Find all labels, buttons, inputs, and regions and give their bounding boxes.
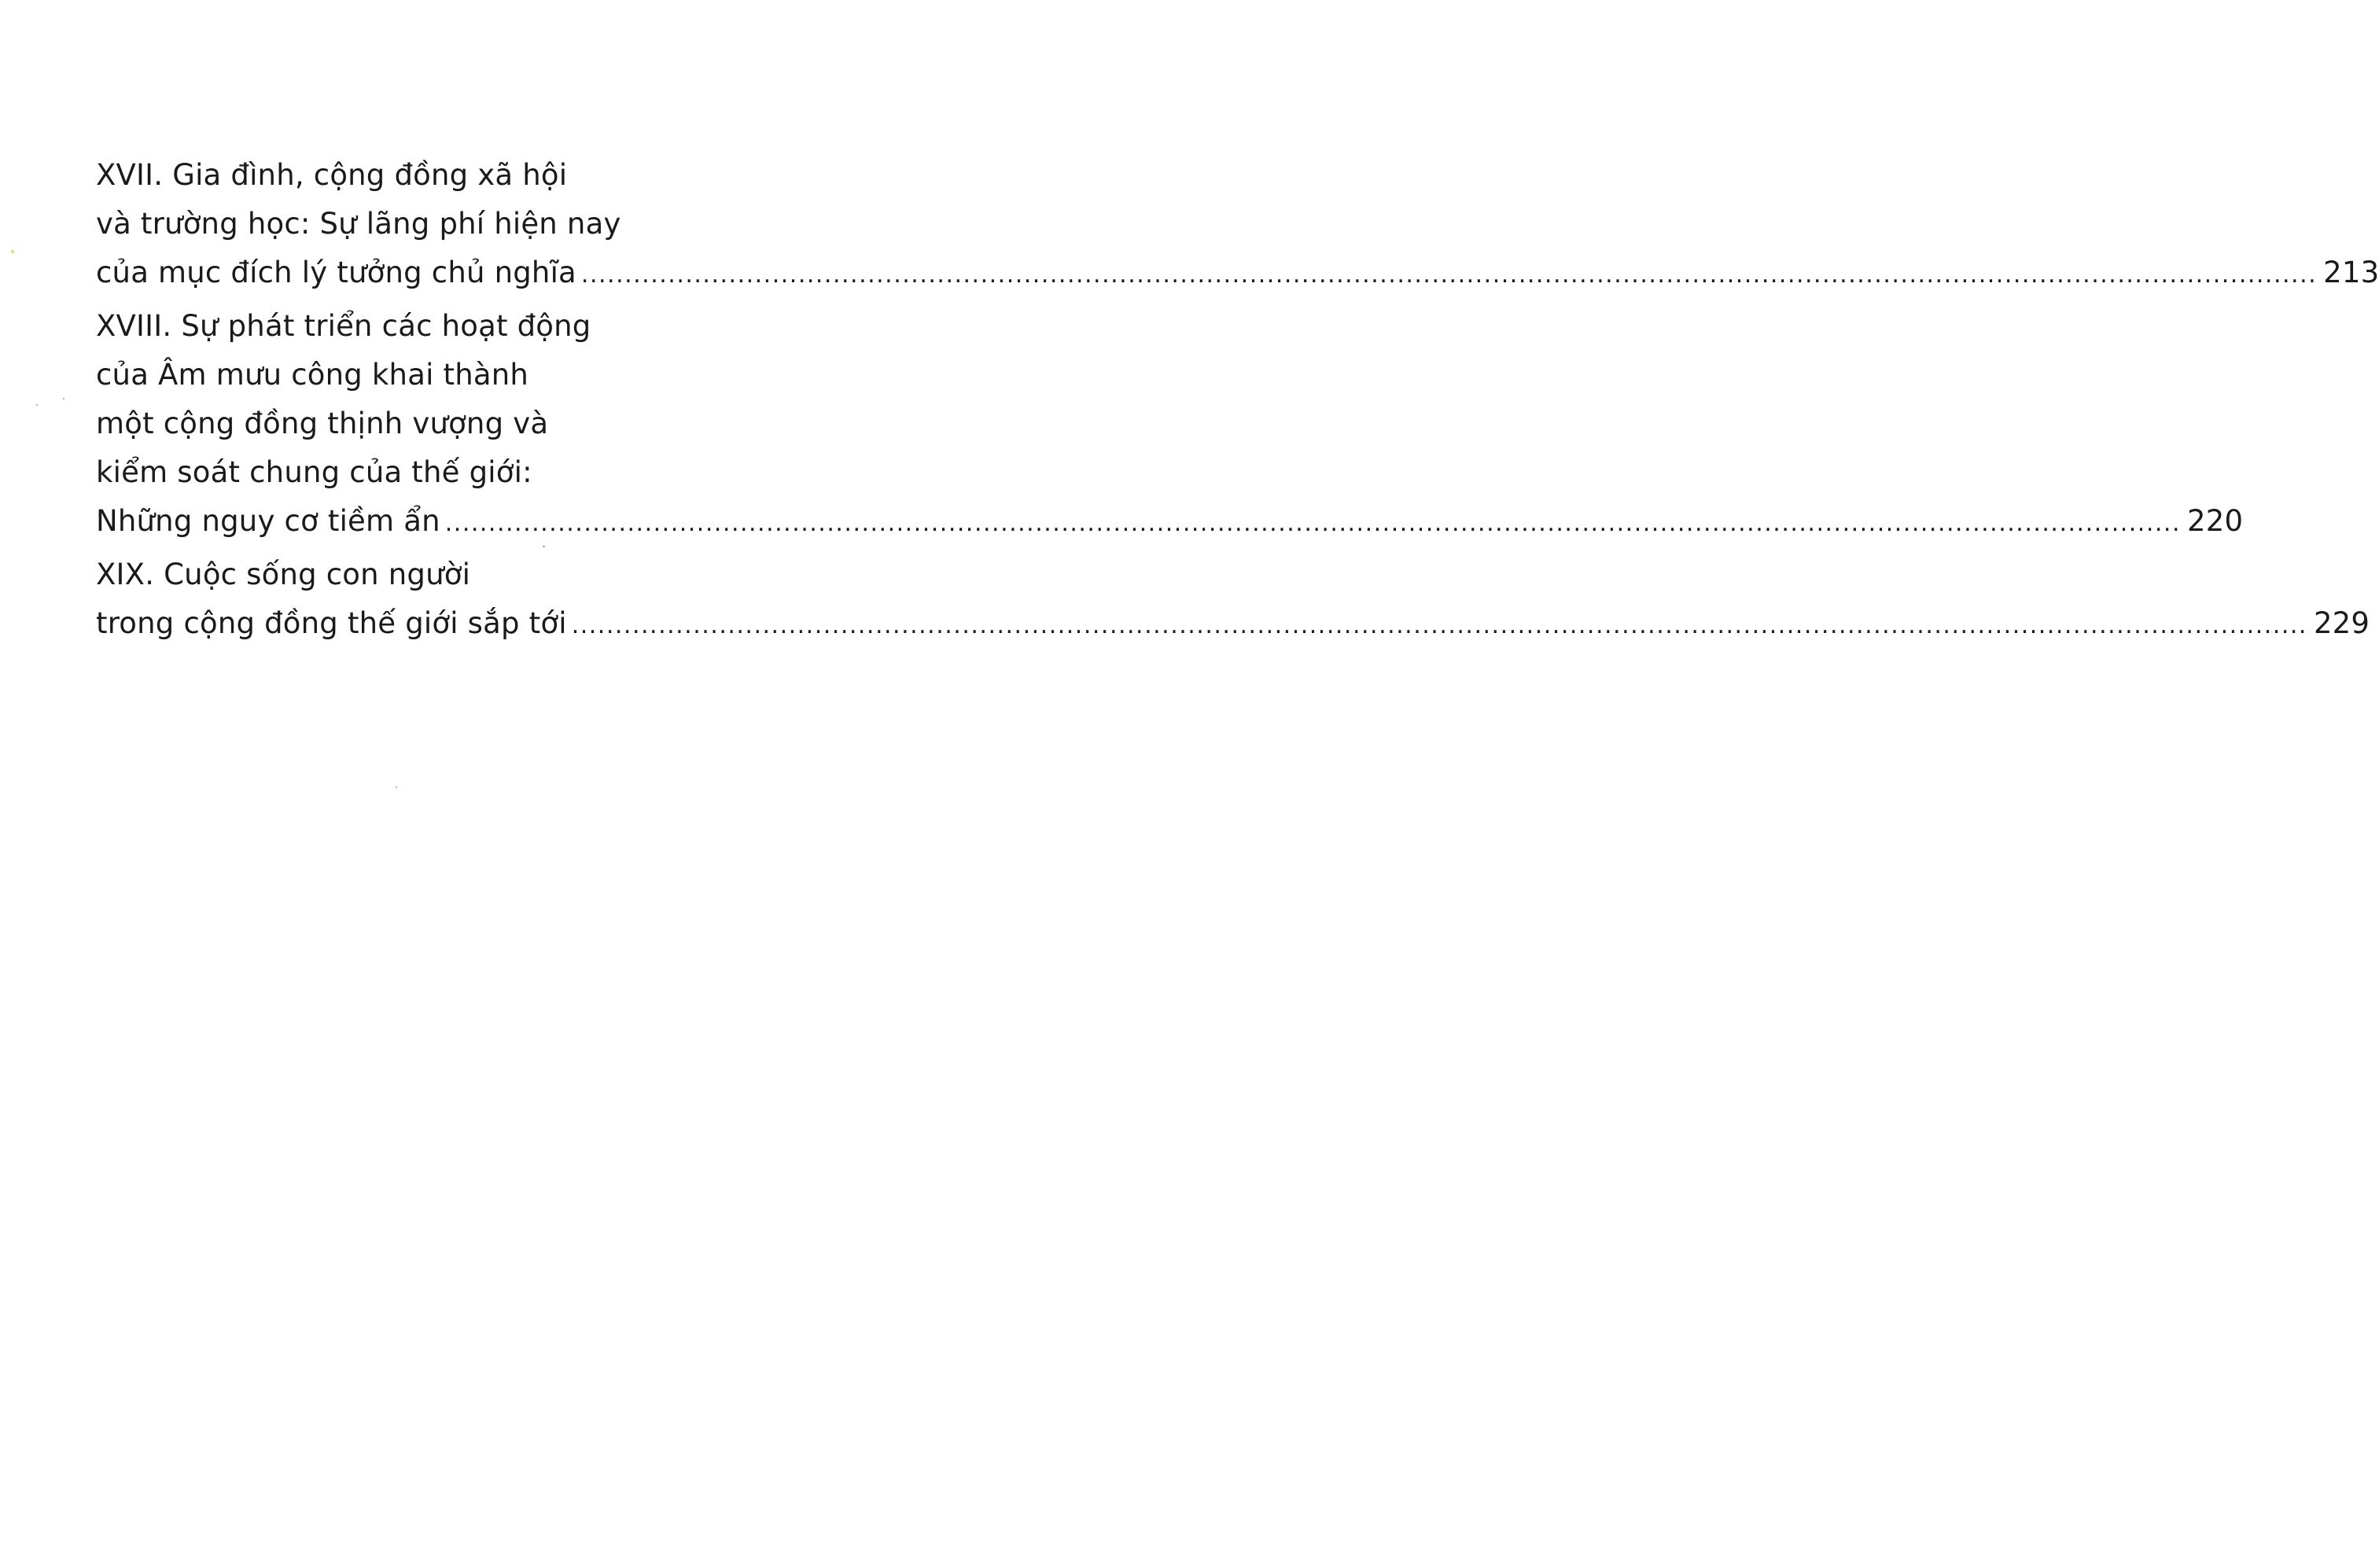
toc-entry-line: của mục đích lý tưởng chủ nghĩa [96,256,576,289]
toc-entry-line: trong cộng đồng thế giới sắp tới [96,606,567,640]
toc-entry-line: XIX. Cuộc sống con người [96,558,471,591]
toc-entry-line: một cộng đồng thịnh vượng và [96,407,549,440]
toc-entry-line: của Âm mưu công khai thành [96,358,529,392]
dot-leader: ........................................................................................................................................................................................................ [580,261,2318,289]
toc-entry-xvii [96,151,2379,297]
toc-entry-line: kiểm soát chung của thế giới: [96,455,532,489]
page-number: 213 [2323,256,2379,289]
toc-entry-xviii [96,302,2244,546]
toc-entry-last-line [96,497,2244,546]
scan-speck [543,546,545,547]
toc-entry-line: XVIII. Sự phát triển các hoạt động [96,309,591,343]
scan-speck [63,398,64,399]
table-of-contents [96,151,2379,653]
page-number: 229 [2313,606,2370,640]
dot-leader: ........................................................................................................................................................................................................ [444,510,2181,537]
toc-entry-line: Những nguy cơ tiềm ẩn [96,504,440,538]
page-number: 220 [2186,504,2244,538]
toc-entry-xix [96,550,2370,648]
toc-entry-last-line [96,599,2370,648]
scan-speck [36,404,38,406]
dot-leader: ........................................................................................................................................................................................................ [571,612,2307,639]
toc-entry-last-line [96,248,2379,297]
scan-speck [11,250,14,253]
scan-speck [396,786,397,788]
toc-entry-line: XVII. Gia đình, cộng đồng xã hội [96,158,568,192]
toc-entry-line: và trường học: Sự lãng phí hiện nay [96,207,621,241]
